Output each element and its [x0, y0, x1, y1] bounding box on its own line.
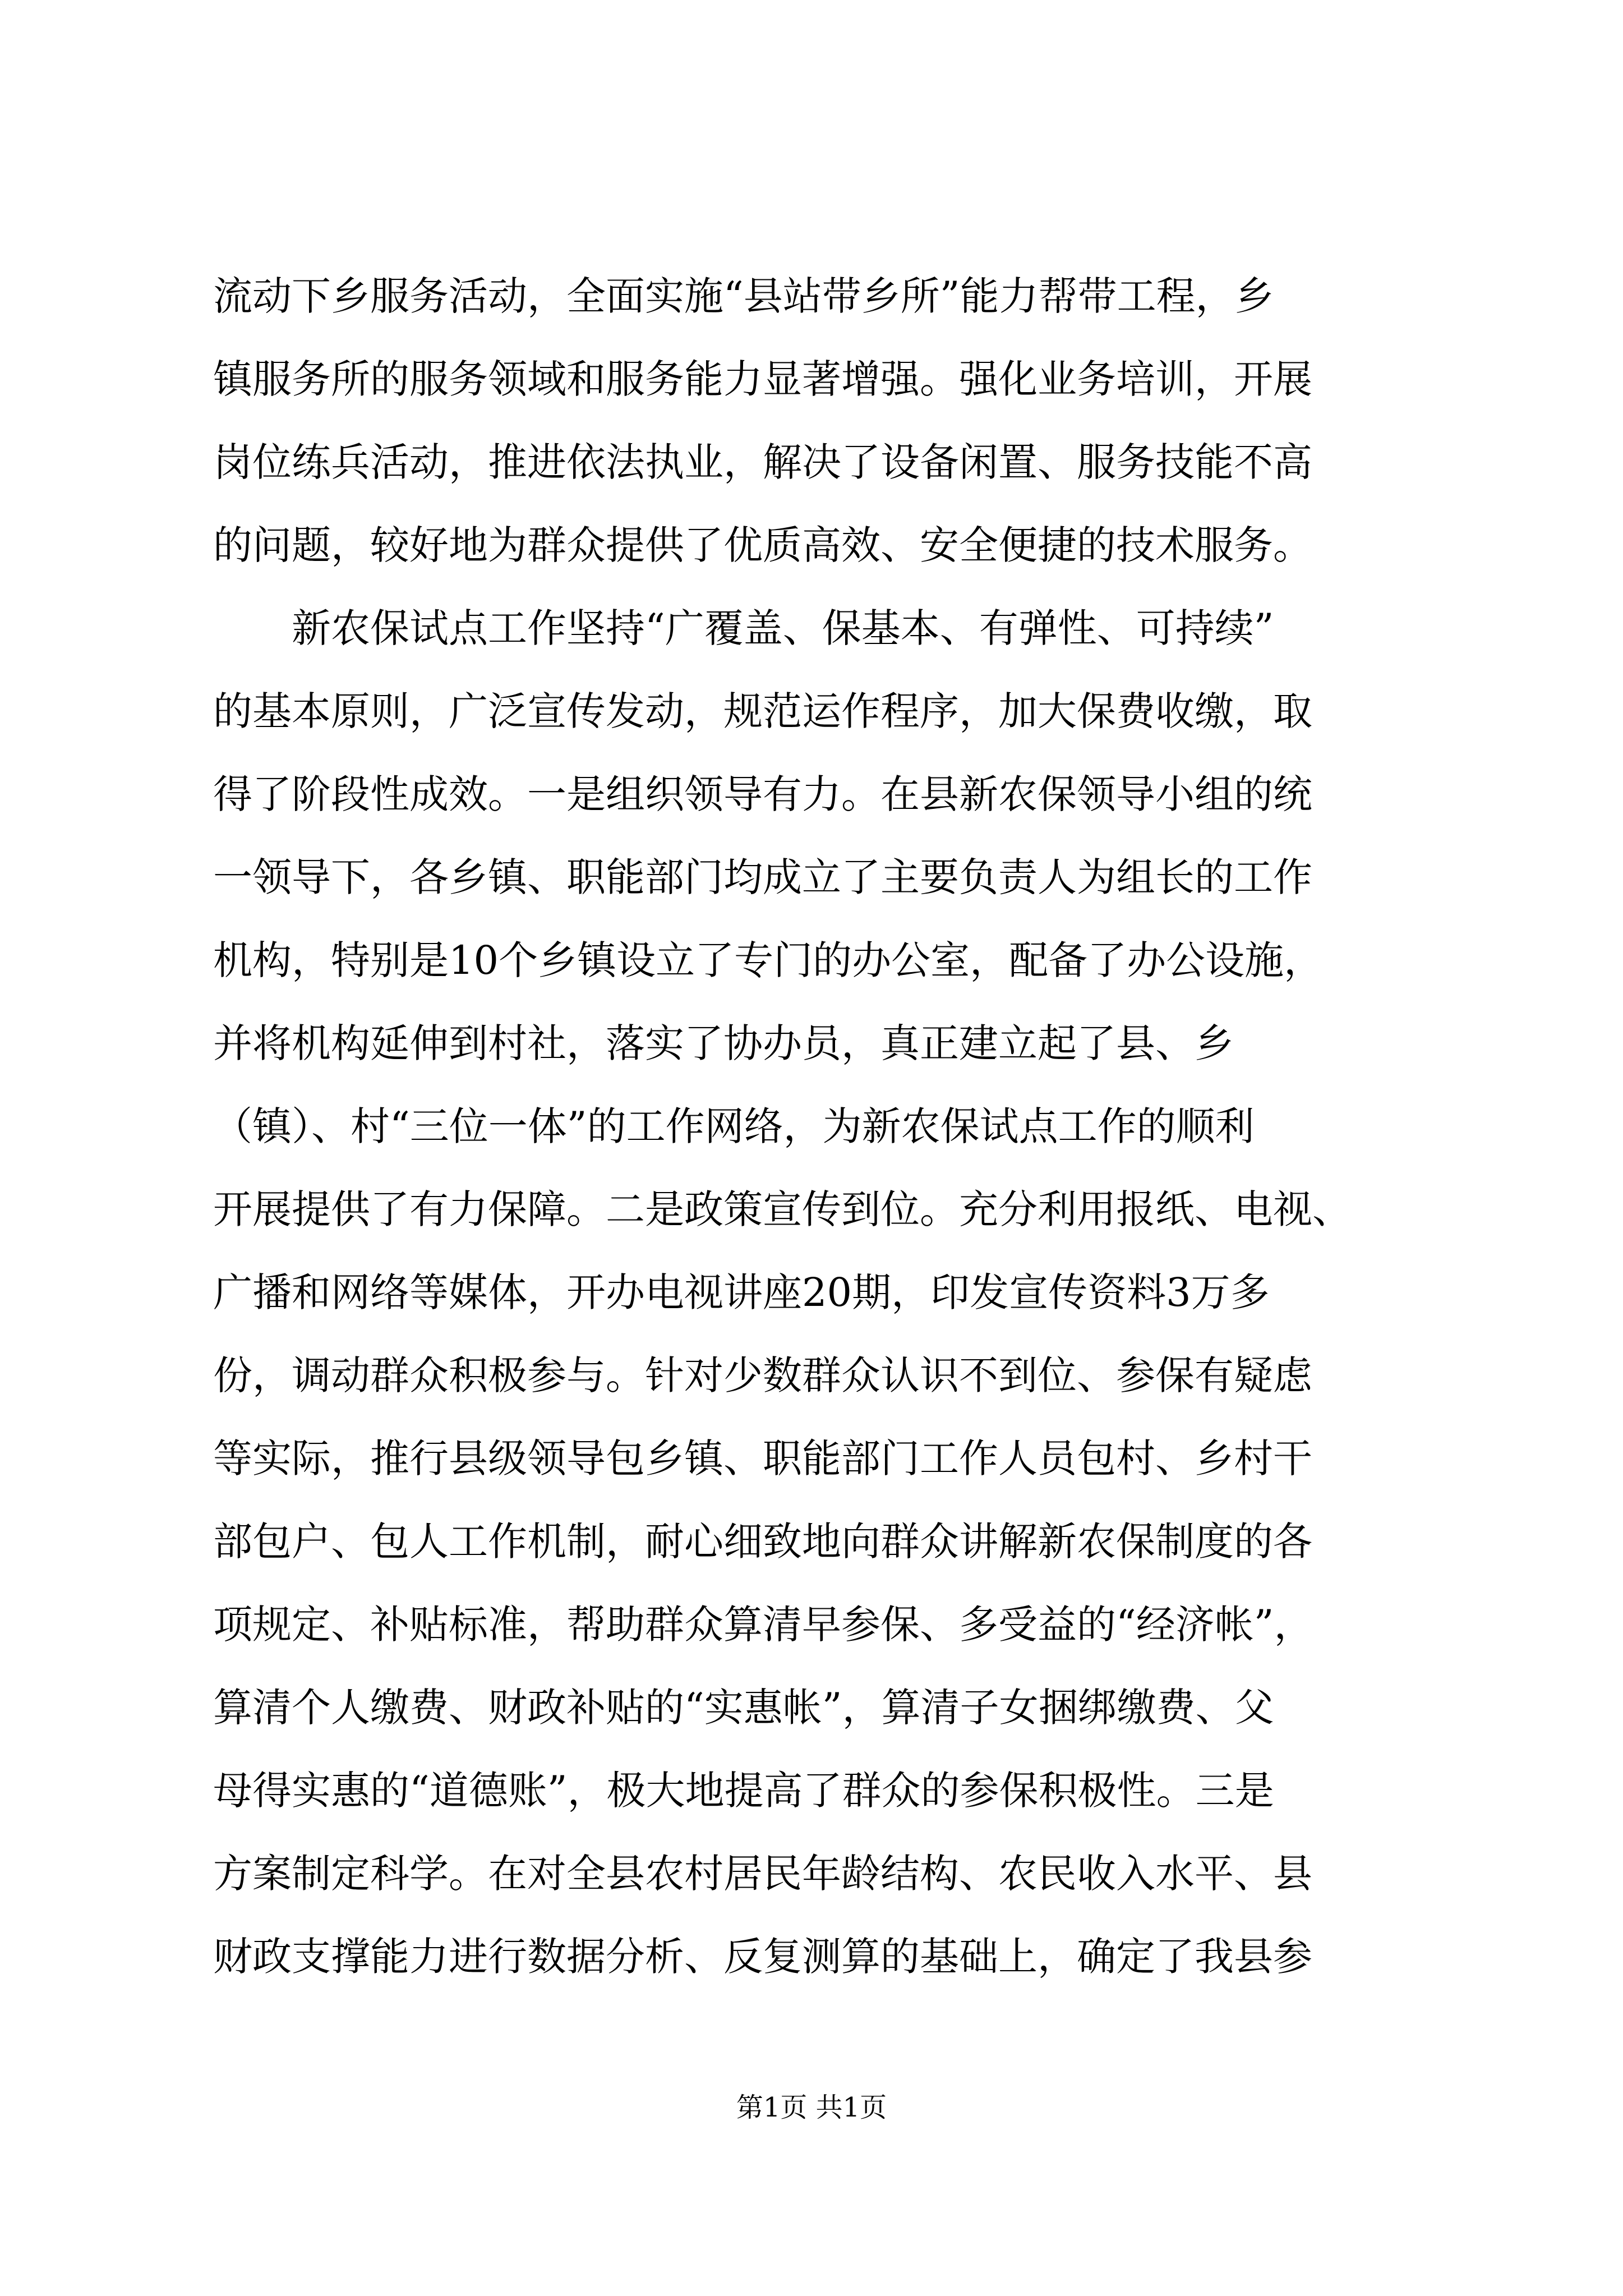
text-line: 流动下乡服务活动，全面实施“县站带乡所”能力帮带工程，乡 [213, 273, 1274, 319]
text-line: 等实际，推行县级领导包乡镇、职能部门工作人员包村、乡村干 [213, 1435, 1312, 1481]
text-line: 的问题，较好地为群众提供了优质高效、安全便捷的技术服务。 [213, 522, 1312, 568]
text-line: 岗位练兵活动，推进依法执业，解决了设备闲置、服务技能不高 [213, 439, 1312, 485]
text-line: 部包户、包人工作机制，耐心细致地向群众讲解新农保制度的各 [213, 1519, 1312, 1565]
text-line: 财政支撑能力进行数据分析、反复测算的基础上，确定了我县参 [213, 1934, 1312, 1980]
text-line: （镇）、村“三位一体”的工作网络，为新农保试点工作的顺利 [213, 1103, 1255, 1149]
text-line: 广播和网络等媒体，开办电视讲座20期，印发宣传资料3万多 [213, 1269, 1270, 1315]
paragraph-start-line: 新农保试点工作坚持“广覆盖、保基本、有弹性、可持续” [213, 605, 1274, 651]
text-line: 项规定、补贴标准，帮助群众算清早参保、多受益的“经济帐”， [213, 1602, 1313, 1648]
text-line: 得了阶段性成效。一是组织领导有力。在县新农保领导小组的统 [213, 771, 1312, 817]
text-line: 并将机构延伸到村社，落实了协办员，真正建立起了县、乡 [213, 1020, 1234, 1066]
page-footer [0, 2088, 1623, 2127]
text-line: 一领导下，各乡镇、职能部门均成立了主要负责人为组长的工作 [213, 854, 1312, 900]
text-line: 机构，特别是10个乡镇设立了专门的办公室，配备了办公设施， [213, 937, 1324, 983]
text-line: 母得实惠的“道德账”，极大地提高了群众的参保积极性。三是 [213, 1768, 1274, 1814]
text-line: 份，调动群众积极参与。针对少数群众认识不到位、参保有疑虑 [213, 1352, 1312, 1398]
text-line: 镇服务所的服务领域和服务能力显著增强。强化业务培训，开展 [213, 356, 1312, 402]
text-line: 开展提供了有力保障。二是政策宣传到位。充分利用报纸、电视、 [213, 1186, 1352, 1232]
text-line: 方案制定科学。在对全县农村居民年龄结构、农民收入水平、县 [213, 1851, 1312, 1897]
text-line: 算清个人缴费、财政补贴的“实惠帐”，算清子女捆绑缴费、父 [213, 1685, 1274, 1731]
page-number-label: 第1页 共1页 [736, 2092, 887, 2123]
text-line: 的基本原则，广泛宣传发动，规范运作程序，加大保费收缴，取 [213, 688, 1312, 734]
